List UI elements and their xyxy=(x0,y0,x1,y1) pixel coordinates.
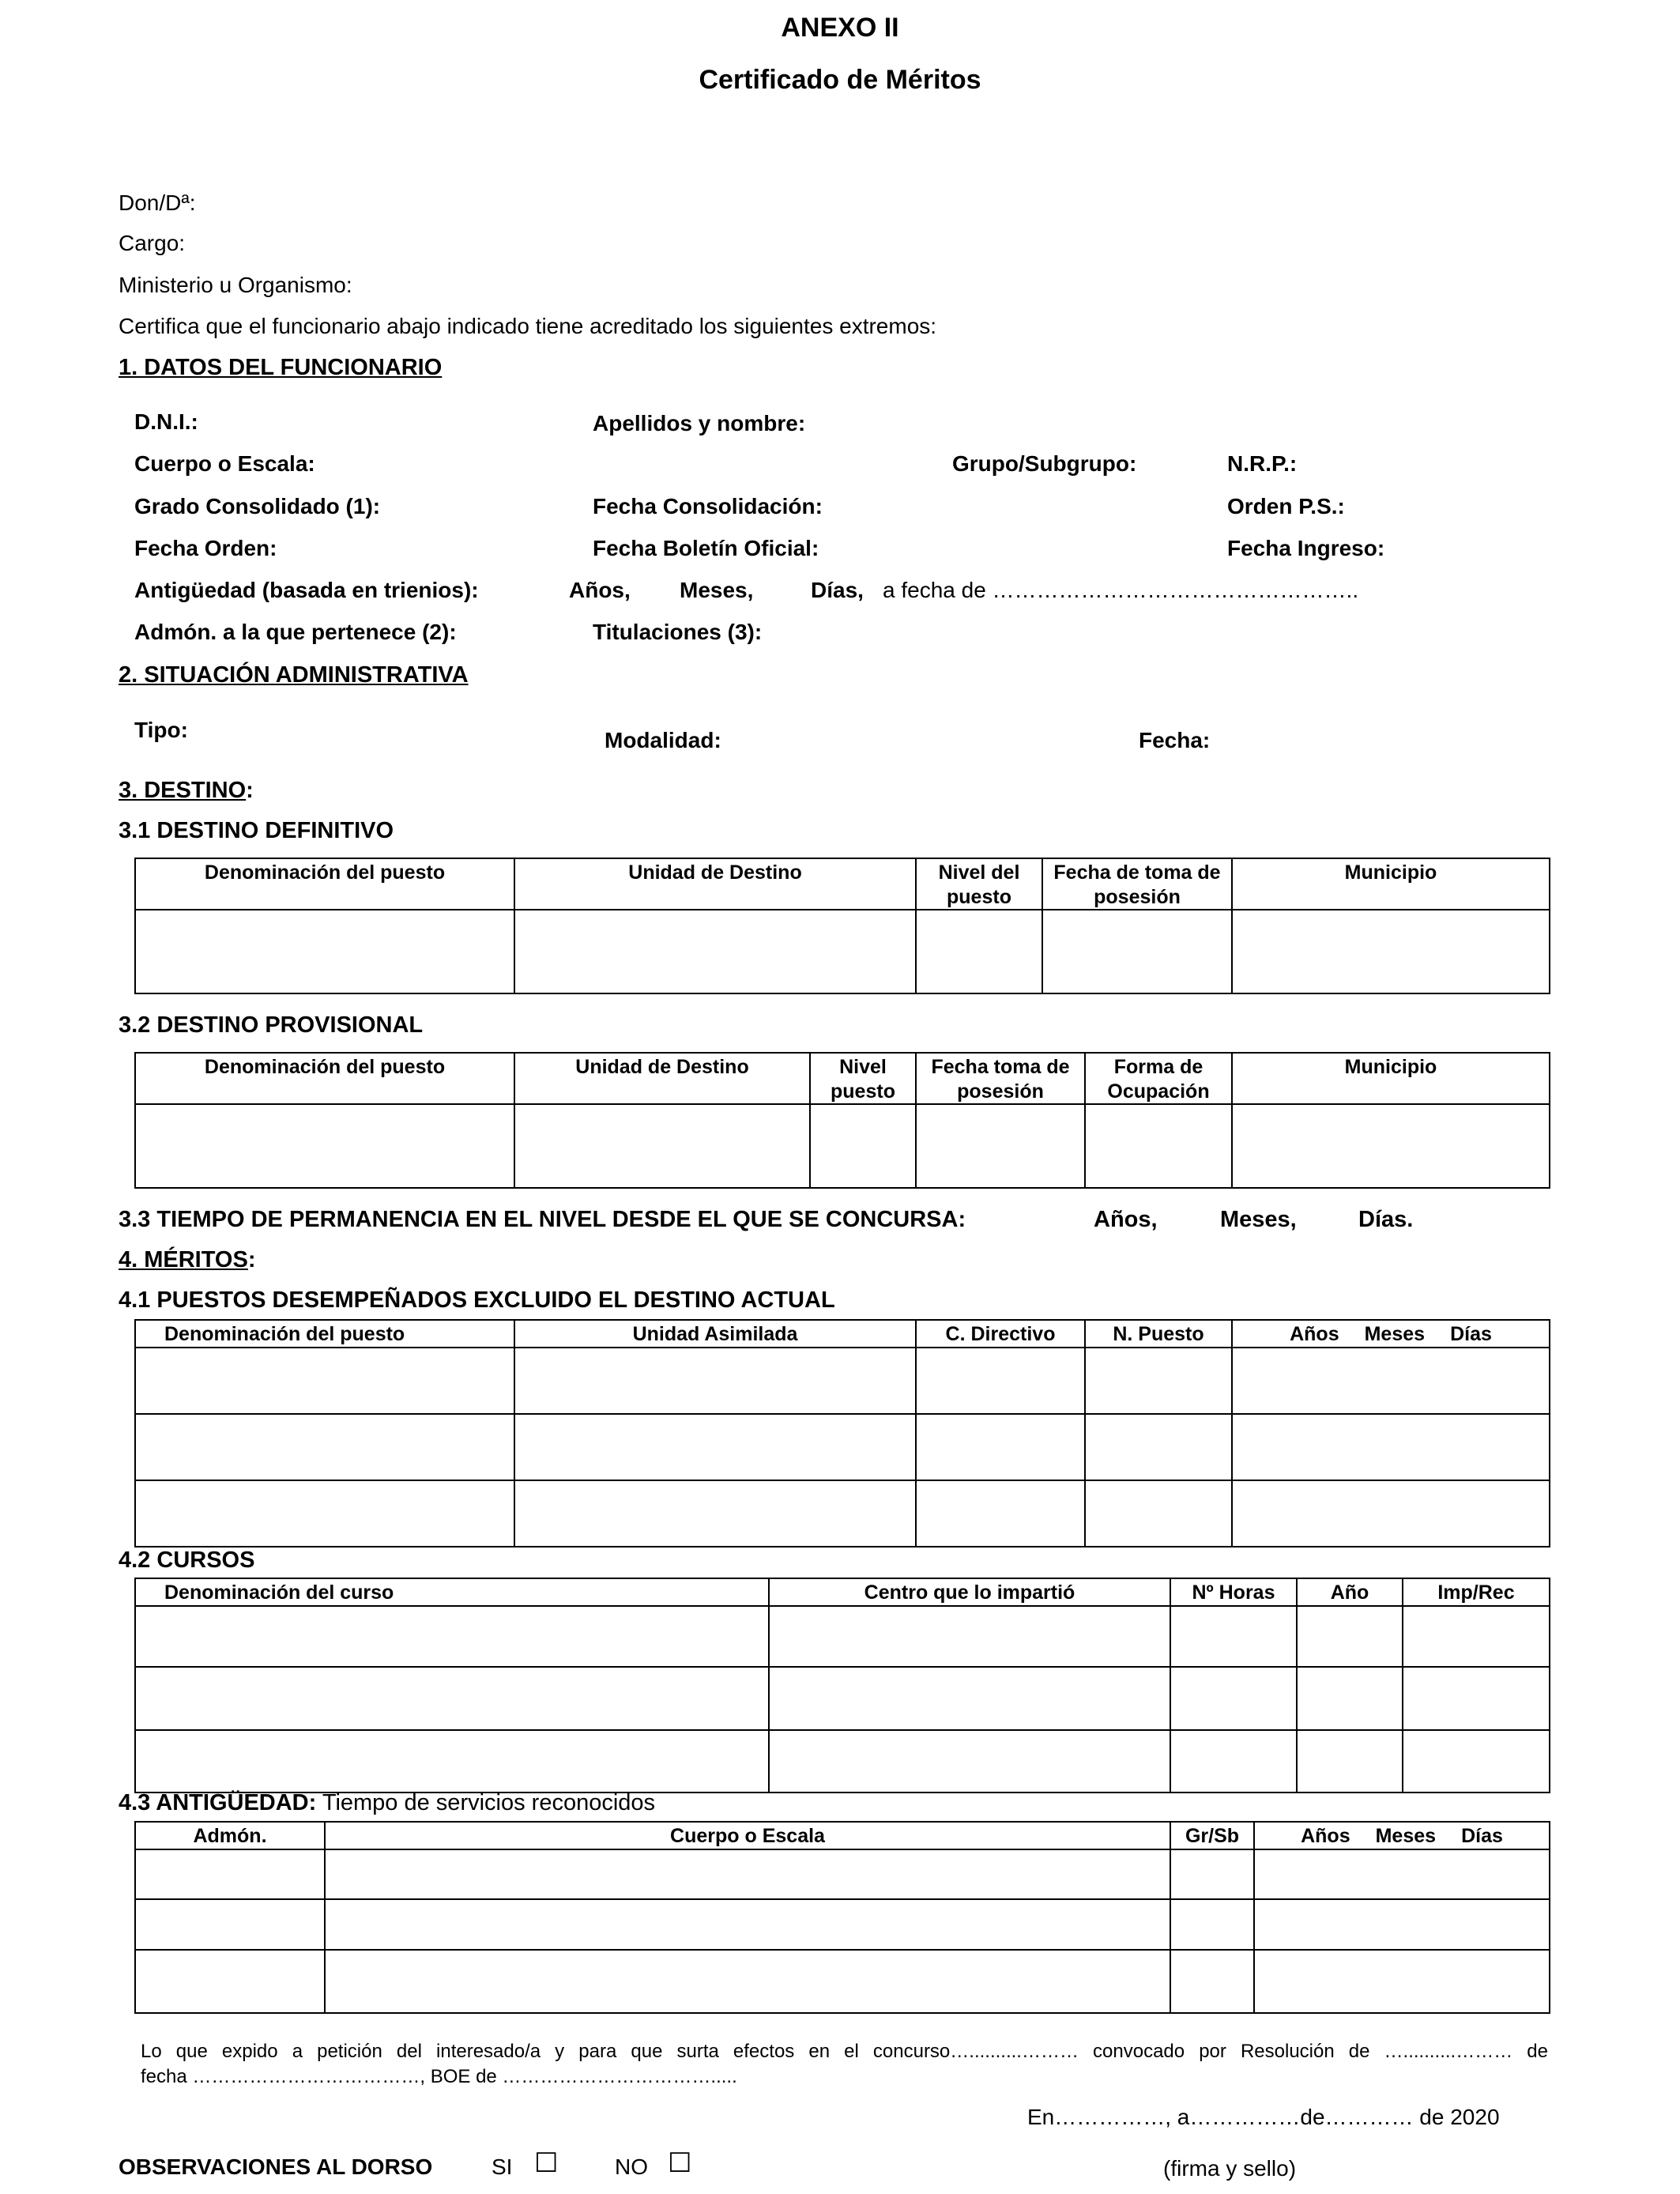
table-row xyxy=(135,1730,1550,1793)
table-antiguedad xyxy=(134,1821,1550,2014)
document-title: ANEXO II xyxy=(781,13,899,43)
section-4-1-title: 4.1 PUESTOS DESEMPEÑADOS EXCLUIDO EL DESTINO ACTUAL xyxy=(119,1287,835,1313)
cuerpo-label: Cuerpo o Escala: xyxy=(134,451,315,476)
section-4-2-title: 4.2 CURSOS xyxy=(119,1547,255,1573)
section-3-2-title: 3.2 DESTINO PROVISIONAL xyxy=(119,1012,424,1038)
meses-label: Meses xyxy=(1364,1323,1426,1345)
section-3-title xyxy=(119,778,254,804)
table-cell[interactable] xyxy=(1170,1730,1297,1793)
table-header: Fecha toma de posesión xyxy=(916,1053,1085,1104)
document-subtitle: Certificado de Méritos xyxy=(699,65,981,95)
table-row xyxy=(135,1480,1550,1547)
meses-label: Meses xyxy=(1375,1825,1437,1847)
table-cell[interactable] xyxy=(135,1899,325,1950)
modalidad-label: Modalidad: xyxy=(605,728,721,752)
place-date-line: En……………, a……………de………… de 2020 xyxy=(1027,2105,1500,2129)
permanencia-dias-label: Días. xyxy=(1358,1207,1414,1232)
table-cell[interactable] xyxy=(135,1730,769,1793)
anos-label: Años xyxy=(1301,1825,1350,1847)
fecha-ingreso-label: Fecha Ingreso: xyxy=(1227,536,1385,560)
table-cell[interactable] xyxy=(1232,1414,1550,1480)
table-header: Cuerpo o Escala xyxy=(325,1822,1170,1849)
section-3-title-text: 3. DESTINO xyxy=(119,778,247,803)
tipo-label: Tipo: xyxy=(134,718,188,742)
table-header: Municipio xyxy=(1232,1053,1550,1104)
table-cursos xyxy=(134,1578,1550,1793)
table-cell[interactable] xyxy=(916,1104,1085,1188)
table-cell[interactable] xyxy=(1254,1950,1550,2013)
antiguedad-anos-label: Años, xyxy=(569,578,631,602)
table-header: Unidad Asimilada xyxy=(514,1320,916,1348)
permanencia-meses-label: Meses, xyxy=(1220,1207,1297,1232)
table-destino-provisional xyxy=(134,1052,1550,1189)
table-cell[interactable] xyxy=(135,1950,325,2013)
table-cell[interactable] xyxy=(135,1849,325,1899)
table-header: N. Puesto xyxy=(1085,1320,1232,1348)
table-puestos-desempenados xyxy=(134,1319,1550,1547)
anos-label: Años xyxy=(1290,1323,1339,1345)
table-cell[interactable] xyxy=(916,910,1042,993)
ministerio-label: Ministerio u Organismo: xyxy=(119,273,352,297)
table-header: Año xyxy=(1297,1578,1403,1606)
table-header: Unidad de Destino xyxy=(514,858,916,910)
section-3-colon: : xyxy=(246,778,254,803)
table-cell[interactable] xyxy=(1232,1480,1550,1547)
table-row xyxy=(135,1104,1550,1188)
table-cell[interactable] xyxy=(1297,1730,1403,1793)
si-label: SI xyxy=(492,2154,513,2179)
table-cell[interactable] xyxy=(1085,1414,1232,1480)
table-row xyxy=(135,1849,1550,1899)
admon-label: Admón. a la que pertenece (2): xyxy=(134,620,457,644)
table-row xyxy=(135,1348,1550,1414)
table-header: Admón. xyxy=(135,1822,325,1849)
table-header: Denominación del curso xyxy=(135,1578,769,1606)
table-header: Denominación del puesto xyxy=(135,858,514,910)
section-3-1-title: 3.1 DESTINO DEFINITIVO xyxy=(119,818,394,843)
table-cell[interactable] xyxy=(1232,1348,1550,1414)
table-header: Unidad de Destino xyxy=(514,1053,810,1104)
table-cell[interactable] xyxy=(1403,1730,1550,1793)
dias-label: Días xyxy=(1461,1825,1503,1847)
permanencia-anos-label: Años, xyxy=(1094,1207,1158,1232)
table-header: Centro que lo impartió xyxy=(769,1578,1170,1606)
section-3-3-title: 3.3 TIEMPO DE PERMANENCIA EN EL NIVEL DESDE EL QUE SE CONCURSA: xyxy=(119,1207,966,1232)
table-header: Imp/Rec xyxy=(1403,1578,1550,1606)
section-1-title: 1. DATOS DEL FUNCIONARIO xyxy=(119,355,443,380)
table-cell[interactable] xyxy=(1170,1667,1297,1730)
section-4-title-text: 4. MÉRITOS xyxy=(119,1247,248,1272)
table-header: Nivel puesto xyxy=(810,1053,916,1104)
table-cell[interactable] xyxy=(514,1480,916,1547)
table-header: Denominación del puesto xyxy=(135,1320,514,1348)
table-row xyxy=(135,910,1550,993)
fecha-boletin-label: Fecha Boletín Oficial: xyxy=(593,536,819,560)
table-cell[interactable] xyxy=(325,1950,1170,2013)
table-header: Forma de Ocupación xyxy=(1085,1053,1232,1104)
grupo-label: Grupo/Subgrupo: xyxy=(952,451,1137,476)
table-cell[interactable] xyxy=(135,1606,769,1667)
table-header-duration xyxy=(1232,1320,1550,1348)
antiguedad-dias-label: Días, xyxy=(811,578,864,602)
certifica-text: Certifica que el funcionario abajo indicado tiene acreditado los siguientes extremos: xyxy=(119,314,937,338)
table-row xyxy=(135,1899,1550,1950)
don-label: Don/Dª: xyxy=(119,190,196,215)
table-cell[interactable] xyxy=(325,1899,1170,1950)
table-cell[interactable] xyxy=(810,1104,916,1188)
table-cell[interactable] xyxy=(1403,1667,1550,1730)
table-header: Denominación del puesto xyxy=(135,1053,514,1104)
no-checkbox[interactable]: ☐ xyxy=(668,2148,692,2178)
table-cell[interactable] xyxy=(1232,910,1550,993)
titulaciones-label: Titulaciones (3): xyxy=(593,620,763,644)
table-row xyxy=(135,1667,1550,1730)
fecha-situacion-label: Fecha: xyxy=(1139,728,1211,752)
table-cell[interactable] xyxy=(1170,1899,1254,1950)
table-header: Gr/Sb xyxy=(1170,1822,1254,1849)
table-cell[interactable] xyxy=(135,1667,769,1730)
table-cell[interactable] xyxy=(1085,1480,1232,1547)
footer-line-2: fecha ………………………………, BOE de ……………………………..... xyxy=(141,2066,737,2087)
table-cell[interactable] xyxy=(769,1606,1170,1667)
orden-ps-label: Orden P.S.: xyxy=(1227,494,1345,518)
cargo-label: Cargo: xyxy=(119,231,186,255)
table-cell[interactable] xyxy=(1403,1606,1550,1667)
section-4-3-title xyxy=(119,1790,655,1816)
fecha-consolidacion-label: Fecha Consolidación: xyxy=(593,494,823,518)
table-cell[interactable] xyxy=(769,1667,1170,1730)
table-cell[interactable] xyxy=(514,910,916,993)
fecha-orden-label: Fecha Orden: xyxy=(134,536,277,560)
observaciones-label: OBSERVACIONES AL DORSO xyxy=(119,2154,433,2179)
table-cell[interactable] xyxy=(769,1730,1170,1793)
section-4-title xyxy=(119,1247,256,1273)
table-cell[interactable] xyxy=(1254,1899,1550,1950)
table-header: Nivel del puesto xyxy=(916,858,1042,910)
table-cell[interactable] xyxy=(135,1480,514,1547)
dni-label: D.N.I.: xyxy=(134,409,198,434)
table-cell[interactable] xyxy=(1297,1667,1403,1730)
table-cell[interactable] xyxy=(1232,1104,1550,1188)
table-cell[interactable] xyxy=(1254,1849,1550,1899)
grado-label: Grado Consolidado (1): xyxy=(134,494,381,518)
table-cell[interactable] xyxy=(916,1414,1085,1480)
section-2-title: 2. SITUACIÓN ADMINISTRATIVA xyxy=(119,662,469,688)
table-cell[interactable] xyxy=(135,1414,514,1480)
table-cell[interactable] xyxy=(1085,1104,1232,1188)
table-header: Fecha de toma de posesión xyxy=(1042,858,1232,910)
table-header-duration xyxy=(1254,1822,1550,1849)
table-cell[interactable] xyxy=(514,1104,810,1188)
antiguedad-meses-label: Meses, xyxy=(680,578,754,602)
table-cell[interactable] xyxy=(1297,1606,1403,1667)
firma-sello-label: (firma y sello) xyxy=(1163,2156,1297,2181)
section-4-colon: : xyxy=(247,1247,256,1272)
table-cell[interactable] xyxy=(1170,1950,1254,2013)
no-label: NO xyxy=(615,2154,648,2179)
table-cell[interactable] xyxy=(1085,1348,1232,1414)
apellidos-label: Apellidos y nombre: xyxy=(593,411,806,435)
table-cell[interactable] xyxy=(916,1480,1085,1547)
table-cell[interactable] xyxy=(1170,1849,1254,1899)
table-cell[interactable] xyxy=(514,1414,916,1480)
table-destino-definitivo xyxy=(134,858,1550,994)
footer-line-1: Lo que expido a petición del interesado/a y para que surta efectos en el concurso…..........……… convocado por Resolución de …..........……… de xyxy=(141,2041,1548,2062)
table-row xyxy=(135,1414,1550,1480)
section-4-3-title-bold: 4.3 ANTIGÜEDAD: xyxy=(119,1790,317,1815)
table-cell[interactable] xyxy=(1170,1606,1297,1667)
dias-label: Días xyxy=(1450,1323,1492,1345)
table-cell[interactable] xyxy=(1042,910,1232,993)
section-4-3-title-rest: Tiempo de servicios reconocidos xyxy=(316,1790,656,1815)
table-cell[interactable] xyxy=(325,1849,1170,1899)
table-row xyxy=(135,1606,1550,1667)
nrp-label: N.R.P.: xyxy=(1227,451,1298,476)
table-header: C. Directivo xyxy=(916,1320,1085,1348)
table-cell[interactable] xyxy=(135,910,514,993)
antiguedad-label: Antigüedad (basada en trienios): xyxy=(134,578,479,602)
table-cell[interactable] xyxy=(916,1348,1085,1414)
table-row xyxy=(135,1950,1550,2013)
table-header: Nº Horas xyxy=(1170,1578,1297,1606)
table-cell[interactable] xyxy=(514,1348,916,1414)
table-cell[interactable] xyxy=(135,1104,514,1188)
table-cell[interactable] xyxy=(135,1348,514,1414)
si-checkbox[interactable]: ☐ xyxy=(534,2148,559,2178)
a-fecha-de-text: a fecha de ………………………………………….. xyxy=(883,578,1359,602)
table-header: Municipio xyxy=(1232,858,1550,910)
